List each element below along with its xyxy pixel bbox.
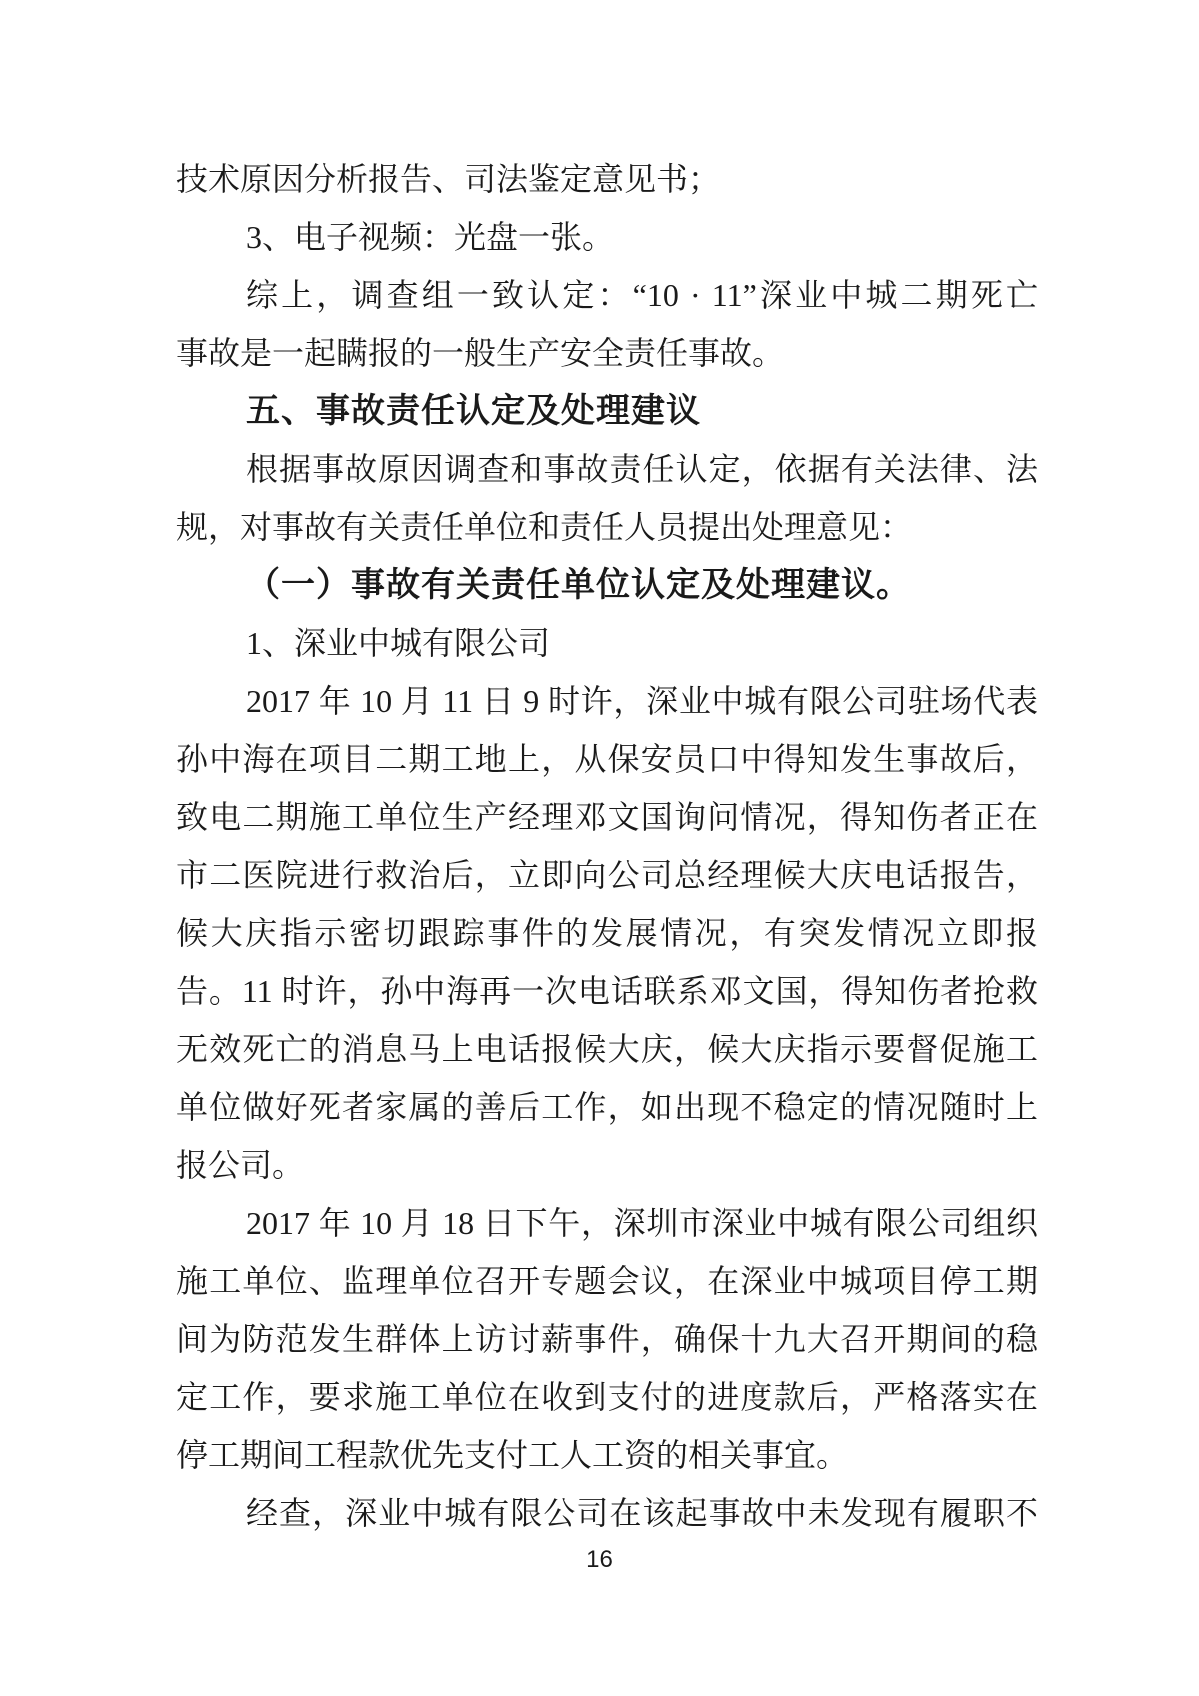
body-line: 2017 年 10 月 11 日 9 时许，深业中城有限公司驻场代表 (246, 683, 1038, 719)
list-item-heading: 1、深业中城有限公司 (246, 625, 551, 661)
body-line: 告。11 时许，孙中海再一次电话联系邓文国，得知伤者抢救 (176, 973, 1038, 1009)
body-line: 经查，深业中城有限公司在该起事故中未发现有履职不 (246, 1495, 1038, 1531)
body-line: 规，对事故有关责任单位和责任人员提出处理意见： (176, 509, 913, 545)
body-line: 停工期间工程款优先支付工人工资的相关事宜。 (176, 1437, 849, 1473)
section-heading-five: 五、事故责任认定及处理建议 (246, 392, 701, 430)
body-line: 候大庆指示密切跟踪事件的发展情况，有突发情况立即报 (176, 915, 1038, 951)
body-line: 致电二期施工单位生产经理邓文国询问情况，得知伤者正在 (176, 799, 1038, 835)
body-line: 综上，调查组一致认定：“10 · 11”深业中城二期死亡 (246, 277, 1038, 313)
body-line: 根据事故原因调查和事故责任认定，依据有关法律、法 (246, 451, 1038, 487)
body-line: 定工作，要求施工单位在收到支付的进度款后，严格落实在 (176, 1379, 1038, 1415)
document-body (176, 150, 1038, 1542)
body-line: 3、电子视频：光盘一张。 (246, 219, 615, 255)
page-number: 16 (586, 1546, 613, 1573)
body-line: 事故是一起瞒报的一般生产安全责任事故。 (176, 335, 785, 371)
body-line: 间为防范发生群体上访讨薪事件，确保十九大召开期间的稳 (176, 1321, 1038, 1357)
body-line: 报公司。 (176, 1147, 305, 1183)
subsection-heading-one: （一）事故有关责任单位认定及处理建议。 (246, 566, 911, 604)
body-line: 2017 年 10 月 18 日下午，深圳市深业中城有限公司组织 (246, 1205, 1038, 1241)
body-line: 无效死亡的消息马上电话报候大庆，候大庆指示要督促施工 (176, 1031, 1038, 1067)
body-line: 市二医院进行救治后，立即向公司总经理候大庆电话报告， (176, 857, 1038, 893)
body-line: 单位做好死者家属的善后工作，如出现不稳定的情况随时上 (176, 1089, 1038, 1125)
body-line: 技术原因分析报告、司法鉴定意见书； (176, 161, 721, 197)
body-line: 施工单位、监理单位召开专题会议，在深业中城项目停工期 (176, 1263, 1038, 1299)
body-line: 孙中海在项目二期工地上，从保安员口中得知发生事故后， (176, 741, 1038, 777)
